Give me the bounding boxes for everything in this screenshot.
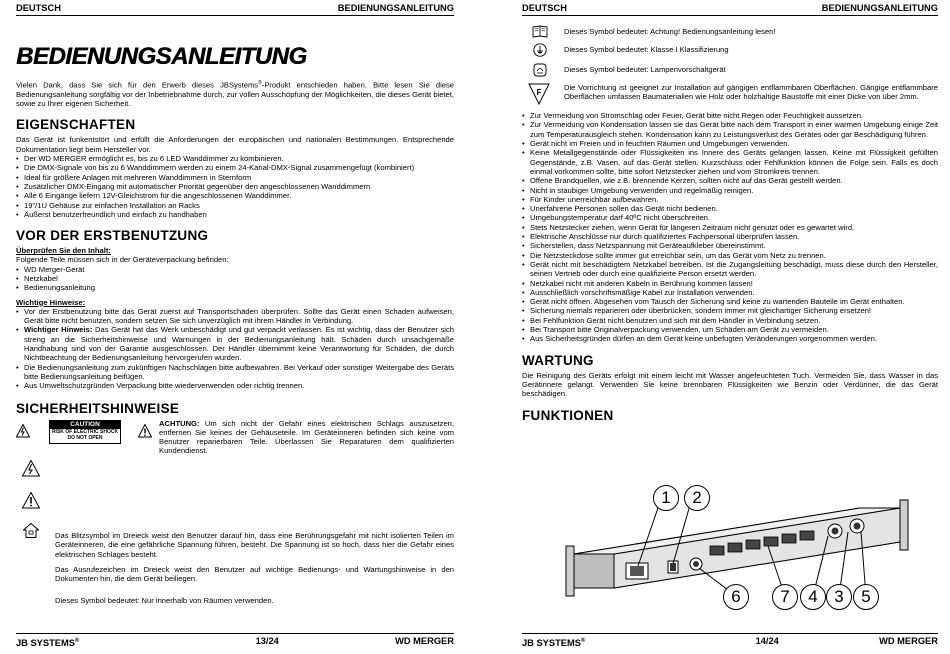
first-use-title: VOR DER ERSTBENUTZUNG (16, 228, 209, 244)
caution-sub2: DO NOT OPEN (67, 434, 103, 441)
footer-brand (522, 637, 585, 648)
registered-mark: ® (258, 80, 262, 86)
important-notes-heading: Wichtige Hinweise: (16, 297, 86, 307)
symbol-row (522, 43, 938, 59)
footer-page-number: 13/24 (255, 636, 279, 646)
list-item: • Bei Transport bitte Originalverpackung verwenden, um Schäden am Gerät zu vermeiden. (522, 325, 938, 334)
note-text: Das Gerät hat das Werk unbeschädigt und gut verpackt verlassen. Es ist wichtig, dass der Benutzer sich streng an die Sicherheitshinweise und Warnungen in der Bedienungsanleitung hält. Schäden durch unsachgemäße Handhabung sind von der Garantie ausgeschlossen. Der Händler übernimmt keine Verantwortung für Schäden, die durch Nichtbeachtung der Bedienungsanleitung hervorgerufen wurden. (24, 325, 454, 363)
note-text: Die Bedienungsanleitung zum zukünftigen Nachschlagen bitte aufbewahren. Bei Verkauf oder sonstiger Weitergabe des Geräts bitte Bedienungsanleitung beifügen. (24, 362, 454, 381)
list-item: • Keine Metallgegenstände oder Flüssigkeiten ins Innere des Geräts gelangen lassen. Keine mit Flüssigkeit gefüllten Gegenstände, z.B. Vasen, auf das Gerät stellen. Kurzschluss oder Fehlfunktion können die Folge sein. Falls es doch einmal vorkommen sollte, bitte sofort Netzstecker ziehen und vom Stromkreis trennen. (522, 148, 938, 176)
list-item (16, 363, 454, 382)
exclamation-triangle-icon (22, 492, 40, 511)
list-item: • Zur Vermeidung von Kondensation lassen sie das Gerät bitte nach dem Transport in einer warmen Umgebung einige Zeit zum Temperaturausgleich stehen. Kondensation kann zu Leistungsverlust des Gerätes oder gar Beschädigung führen. (522, 120, 938, 139)
document-title: BEDIENUNGSANLEITUNG (16, 43, 307, 70)
note-text: Vor der Erstbenutzung bitte das Gerät zuerst auf Transportschäden überprüfen. Sollte das Gerät einen Schaden aufweisen, Gerät bitte nicht benutzen, sondern setzen Sie sich unverzüglich mit ihrem Händler in Verbindung. (24, 306, 454, 326)
symbol-row (522, 25, 938, 40)
header-language: DEUTSCH (522, 2, 567, 13)
list-item: • Die DMX-Signale von bis zu 6 Wanddimmern werden zu einem 24-Kanal-DMX-Signal zusammengefügt (kombiniert) (16, 163, 454, 172)
list-item: • Offene Brandquellen, wie z.B. brennende Kerzen, sollten nicht auf das Gerät gestellt werden. (522, 176, 938, 185)
check-contents-heading: Überprüfen Sie den Inhalt: (16, 246, 111, 256)
safety-block (16, 420, 454, 538)
exclamation-warning-icon (138, 424, 152, 440)
callout-3: 3 (826, 584, 852, 610)
f-mark-text: Die Vorrichtung ist geeignet zur Installation auf gängigen entflammbaren Oberflächen. Gängige entflammbare Oberflächen umfassen Baumaterialien wie Holz oder holzhaltige Baustoffe mit einer Dicke von über 2mm. (564, 82, 938, 102)
header-language: DEUTSCH (16, 2, 61, 13)
note-text: Aus Umweltschutzgründen Verpackung bitte wiederverwenden oder richtig trennen. (24, 381, 305, 391)
list-item: • Unerfahrene Personen sollen das Gerät nicht bedienen. (522, 204, 938, 213)
list-item: • Alle 6 Eingänge liefern 12V-Gleichstrom für die angeschlossenen Wanddimmer. (16, 191, 454, 200)
callout-5: 5 (853, 584, 879, 610)
callout-1: 1 (653, 485, 679, 511)
footer-brand (16, 637, 79, 648)
features-title: EIGENSCHAFTEN (16, 117, 136, 133)
achtung-label: ACHTUNG: (159, 418, 200, 428)
list-item: • Umgebungstemperatur darf 40ºC nicht überschreiten. (522, 213, 938, 222)
intro-text-b: -Produkt entschieden haben. Bitte lesen Sie diese Bedienungsanleitung sorgfältig vor der Inbetriebnahme durch, zur vollen Ausschöpfung der Möglichkeiten, die dieses Gerät bietet, sowie zu Ihrer eigenen Sicherheit. (16, 80, 454, 109)
exclamation-paragraph: Das Ausrufezeichen im Dreieck weist den Benutzer auf wichtige Bedienungs- und Wartungshinweise in den Dokumenten hin, die dem Gerät beiliegen. (55, 565, 454, 584)
header-title: BEDIENUNGSANLEITUNG (821, 2, 938, 13)
right-page (522, 0, 938, 654)
intro-text-a: Vielen Dank, dass Sie sich für den Erwerb dieses JBSystems (16, 80, 259, 90)
achtung-paragraph (159, 419, 454, 456)
list-item: • Zusätzlicher DMX-Eingang mit automatischer Priorität gegenüber den angeschlossenen Wanddimmern (16, 182, 454, 191)
f-letter: F (536, 87, 542, 97)
list-item: • Nicht in staubiger Umgebung verwenden und regelmäßig reinigen. (522, 186, 938, 195)
list-item: • Gerät nicht öffnen. Abgesehen vom Tausch der Sicherung sind keine zu wartenden Bauteile im Gerät enthalten. (522, 297, 938, 306)
safety-list (522, 111, 938, 343)
list-item: • Ausschließlich vorschriftsmäßige Kabel zur Installation verwenden. (522, 288, 938, 297)
callout-6: 6 (723, 584, 749, 610)
list-item: • Aus Sicherheitsgründen dürfen an dem Gerät keine unbefugten Veränderungen vorgenommen werden. (522, 334, 938, 343)
callout-2: 2 (684, 485, 710, 511)
maintenance-text: Die Reinigung des Geräts erfolgt mit einem leicht mit Wasser angefeuchteten Tuch. Vermeiden Sie, dass Wasser in das Gerätinnere gelangt. Verwenden Sie keine brennbaren Flüssigkeiten wie Benzin oder Verdünner, die das Gerät beschädigen. (522, 370, 938, 399)
list-item: • Elektrische Anschlüsse nur durch qualifiziertes Fachpersonal überprüfen lassen. (522, 232, 938, 241)
list-item (16, 325, 454, 362)
list-item: • WD Merger-Gerät (16, 265, 454, 274)
list-item: • Sicherung niemals reparieren oder überbrücken, sondern immer mit gleichartiger Sicherung ersetzen! (522, 306, 938, 315)
maintenance-title: WARTUNG (522, 352, 594, 368)
callout-7: 7 (772, 584, 798, 610)
safety-texts-column (159, 420, 454, 538)
list-item: • Äußerst benutzerfreundlich und einfach zu handhaben (16, 210, 454, 219)
list-item: • Die Netzsteckdose sollte immer gut erreichbar sein, um das Gerät vom Netz zu trennen. (522, 251, 938, 260)
caution-title: CAUTION (50, 421, 120, 429)
list-item: • Bedienungsanleitung (16, 283, 454, 292)
list-item: • Gerät nicht im Freien und in feuchten Räumen und Umgebungen verwenden. (522, 139, 938, 148)
check-contents-intro: Folgende Teile müssen sich in der Geräteverpackung befinden: (16, 255, 229, 265)
f-mark-icon (528, 83, 550, 107)
achtung-text: Um sich nicht der Gefahr eines elektrischen Schlags auszusetzen, entfernen Sie keines der Gehäuseteile. Im Geräteinneren befinden sich keine vom Benutzer reparierbaren Teile. Überlassen Sie Reparaturen dem qualifizierten Kundendienst. (159, 418, 454, 456)
caution-sub1: RISK OF ELECTRIC SHOCK (51, 428, 119, 435)
footer-model: WD MERGER (879, 636, 938, 646)
symbol-row (522, 63, 938, 79)
registered-mark: ® (580, 638, 586, 644)
list-item: • Netzkabel nicht mit anderen Kabeln in Berührung kommen lassen! (522, 279, 938, 288)
safety-icons-column (16, 420, 156, 538)
footer-model: WD MERGER (395, 636, 454, 646)
list-item (16, 307, 454, 326)
list-item: • Gerät nicht mit beschädigtem Netzkabel betreiben. Ist die Zugangsleitung beschädigt, muss diese durch den Hersteller, seinen Vertrieb oder durch eine qualifizierte Person ersetzt werden. (522, 260, 938, 279)
symbol-row (522, 83, 938, 107)
indoor-paragraph: Dieses Symbol bedeutet: Nur innerhalb von Räumen verwenden. (55, 596, 274, 605)
list-item: • Stets Netzstecker ziehen, wenn Gerät für längeren Zeitraum nicht genutzt oder es gewartet wird. (522, 223, 938, 232)
brand-text: JB SYSTEMS (522, 638, 581, 649)
page-footer (522, 633, 938, 648)
footer-page-number: 14/24 (755, 636, 779, 646)
class-1-icon (533, 43, 547, 59)
list-item: • Netzkabel (16, 274, 454, 283)
indoor-use-icon (23, 523, 39, 540)
registered-mark: ® (74, 638, 80, 644)
list-item: • Ideal für größere Anlagen mit mehreren Wanddimmern in Sternform (16, 173, 454, 182)
lightning-paragraph: Das Blitzsymbol im Dreieck weist den Benutzer darauf hin, dass eine Berührungsgefahr mit nicht isolierten Teilen im Geräteinneren, die eine gefährliche Spannung führen, besteht. Die Spannung ist so hoch, dass hier die Gefahr eines elektrischen Schlages besteht. (55, 531, 454, 559)
left-body (16, 22, 454, 605)
safety-title: SICHERHEITSHINWEISE (16, 400, 180, 416)
device-illustration (560, 484, 940, 630)
symbol-text: Dieses Symbol bedeutet: Lampenvorschaltgerät (564, 64, 726, 74)
functions-title: FUNKTIONEN (522, 407, 614, 423)
brand-text: JB SYSTEMS (16, 638, 75, 649)
list-item: • Zur Vermeidung von Stromschlag oder Feuer, Gerät bitte nicht Regen oder Feuchtigkeit aussetzen. (522, 111, 938, 120)
header-title: BEDIENUNGSANLEITUNG (337, 2, 454, 13)
intro-paragraph (16, 79, 454, 108)
features-list (16, 154, 454, 219)
caution-label (49, 420, 121, 444)
lamp-icon (533, 63, 547, 79)
features-intro: Das Gerät ist funkentstört und erfüllt die Anforderungen der europäischen und nationalen Bestimmungen. Entsprechende Dokumentation liegt beim Hersteller vor. (16, 135, 454, 154)
page-footer (16, 633, 454, 648)
page-header (522, 2, 938, 16)
important-notes-list (16, 307, 454, 391)
page-header (16, 2, 454, 16)
read-manual-icon (532, 25, 548, 40)
caution-warning-icon (16, 424, 30, 440)
note-bold: Wichtiger Hinweis: (24, 325, 93, 335)
lightning-triangle-icon (22, 460, 40, 479)
symbol-text: Dieses Symbol bedeutet: Achtung! Bedienungsanleitung lesen! (564, 27, 776, 36)
list-item: • Der WD MERGER ermöglicht es, bis zu 6 LED Wanddimmer zu kombinieren. (16, 154, 454, 163)
list-item: • Für Kinder unerreichbar aufbewahren. (522, 195, 938, 204)
list-item: • Sicherstellen, dass Netzspannung mit Geräteaufkleber übereinstimmt. (522, 241, 938, 250)
list-item: • Bei Fehlfunktion Gerät nicht benutzen und sich mit dem Händler in Verbindung setzen. (522, 316, 938, 325)
symbol-text: Dieses Symbol bedeutet: Klasse I Klassifizierung (564, 45, 729, 55)
left-page (16, 0, 454, 654)
contents-list (16, 265, 454, 293)
right-body (522, 25, 938, 426)
list-item: • 19"/1U Gehäuse zur einfachen Installation an Racks (16, 201, 454, 210)
callout-4: 4 (800, 584, 826, 610)
list-item (16, 381, 454, 390)
